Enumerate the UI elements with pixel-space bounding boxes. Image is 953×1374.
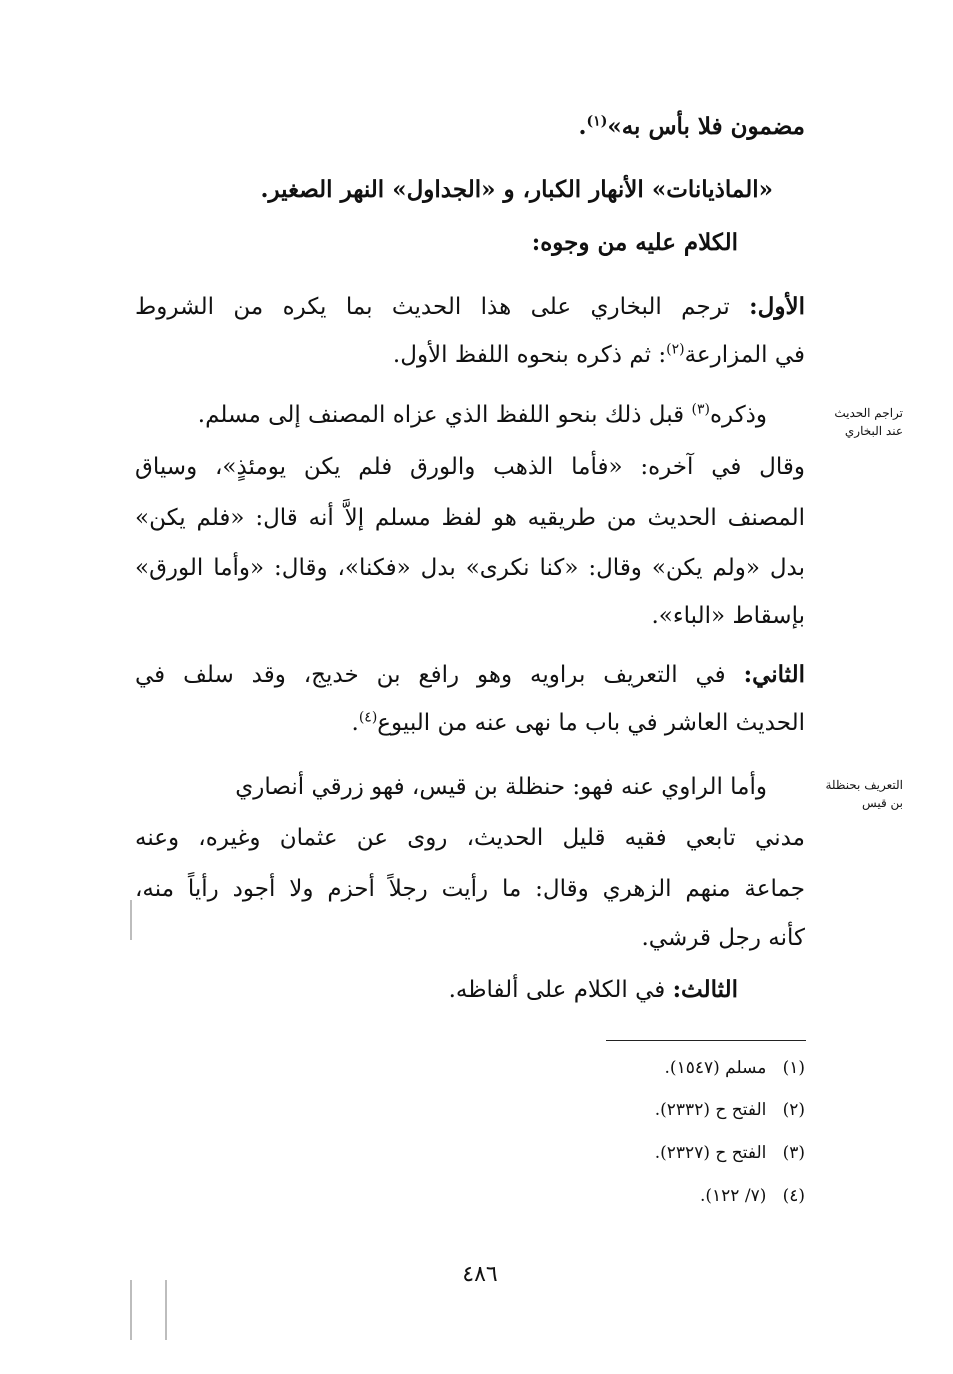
footnote [655, 1098, 805, 1122]
footnote-ref: (١) [586, 113, 608, 130]
text-line [449, 975, 738, 1005]
text-line: بدل «ولم يكن» وقال: «كنا نكرى» بدل «فكنا»، وقال: «وأما الورق» [135, 555, 805, 581]
footnote-number: (٢) [782, 1100, 805, 1120]
page-number: ٤٨٦ [462, 1262, 498, 1287]
footnote-text: الفتح ح (٢٣٢٧). [654, 1143, 767, 1163]
text-fragment: ترجم البخاري على هذا الحديث بما يكره من الشروط [135, 294, 750, 320]
text-fragment: وذكره [709, 402, 767, 428]
text-line: الكلام عليه من وجوه: [531, 229, 738, 256]
footnote-number: (٣) [782, 1143, 805, 1163]
section-heading: الأول: [749, 293, 805, 320]
section-heading: الثالث: [672, 976, 738, 1003]
text-fragment: مضمون فلا بأس به» [607, 113, 805, 140]
footnote-number: (١) [782, 1058, 805, 1078]
text-line [135, 660, 805, 690]
text-line [393, 340, 805, 370]
text-fragment: : ثم ذكره بنحوه اللفظ الأول. [392, 342, 667, 368]
text-line: مدني تابعي فقيه قليل الحديث، روى عن عثمان وغيره، وعنه [135, 825, 805, 851]
footnote [700, 1184, 805, 1208]
footnote-separator [606, 1040, 806, 1041]
footnote-ref: (٤) [358, 709, 378, 726]
text-fragment: في التعريف براويه وهو رافع بن خديج، وقد سلف في [135, 662, 744, 688]
text-line [135, 292, 805, 322]
footnote-text: (٧/ ١٢٢). [699, 1186, 767, 1206]
text-line [135, 400, 805, 430]
section-heading: الثاني: [743, 661, 805, 688]
footnote-ref: (٢) [666, 341, 685, 358]
text-line [352, 708, 805, 738]
text-line: «الماذيانات» الأنهار الكبار، و «الجداول» النهر الصغير. [260, 176, 773, 203]
text-fragment: . [578, 113, 587, 140]
text-line: جماعة منهم الزهري وقال: ما رأيت رجلاً أحزم ولا أجود رأياً منه، [135, 876, 805, 902]
footnote [655, 1141, 805, 1165]
footnote [665, 1056, 805, 1080]
footnote-text: مسلم (١٥٤٧). [664, 1058, 767, 1078]
text-fragment: في الكلام على ألفاظه. [448, 977, 673, 1003]
scan-artifact [130, 900, 132, 940]
text-line [135, 772, 805, 802]
scan-artifact [165, 1280, 167, 1340]
text-fragment: الحديث العاشر في باب ما نهى عنه من البيوع [377, 710, 805, 736]
scan-artifact [130, 1280, 132, 1340]
text-line: المصنف الحديث من طريقيه هو لفظ مسلم إلاَّ أنه قال: «فلم يكن» [135, 505, 805, 531]
footnote-text: الفتح ح (٢٣٣٢). [654, 1100, 767, 1120]
margin-note: التعريف بحنظلة بن قيس [825, 778, 903, 810]
text-fragment: وأما الراوي عنه فهو: حنظلة بن قيس، فهو زرقي أنصاري [235, 774, 767, 800]
text-fragment: في المزارعة [684, 342, 805, 368]
text-fragment: . [351, 710, 359, 736]
text-line: وقال في آخره: «فأما الذهب والورق فلم يكن يومئذٍ»، وسياق [135, 454, 805, 480]
margin-note: تراجم الحديث عند البخاري [834, 406, 903, 438]
text-line [579, 112, 805, 142]
footnote-ref: (٣) [691, 401, 710, 418]
text-line: بإسقاط «الباء». [651, 603, 805, 629]
text-fragment: قبل ذلك بنحو اللفظ الذي عزاه المصنف إلى مسلم. [197, 402, 692, 428]
text-line: كأنه رجل قرشي. [641, 925, 805, 951]
footnote-number: (٤) [782, 1186, 805, 1206]
